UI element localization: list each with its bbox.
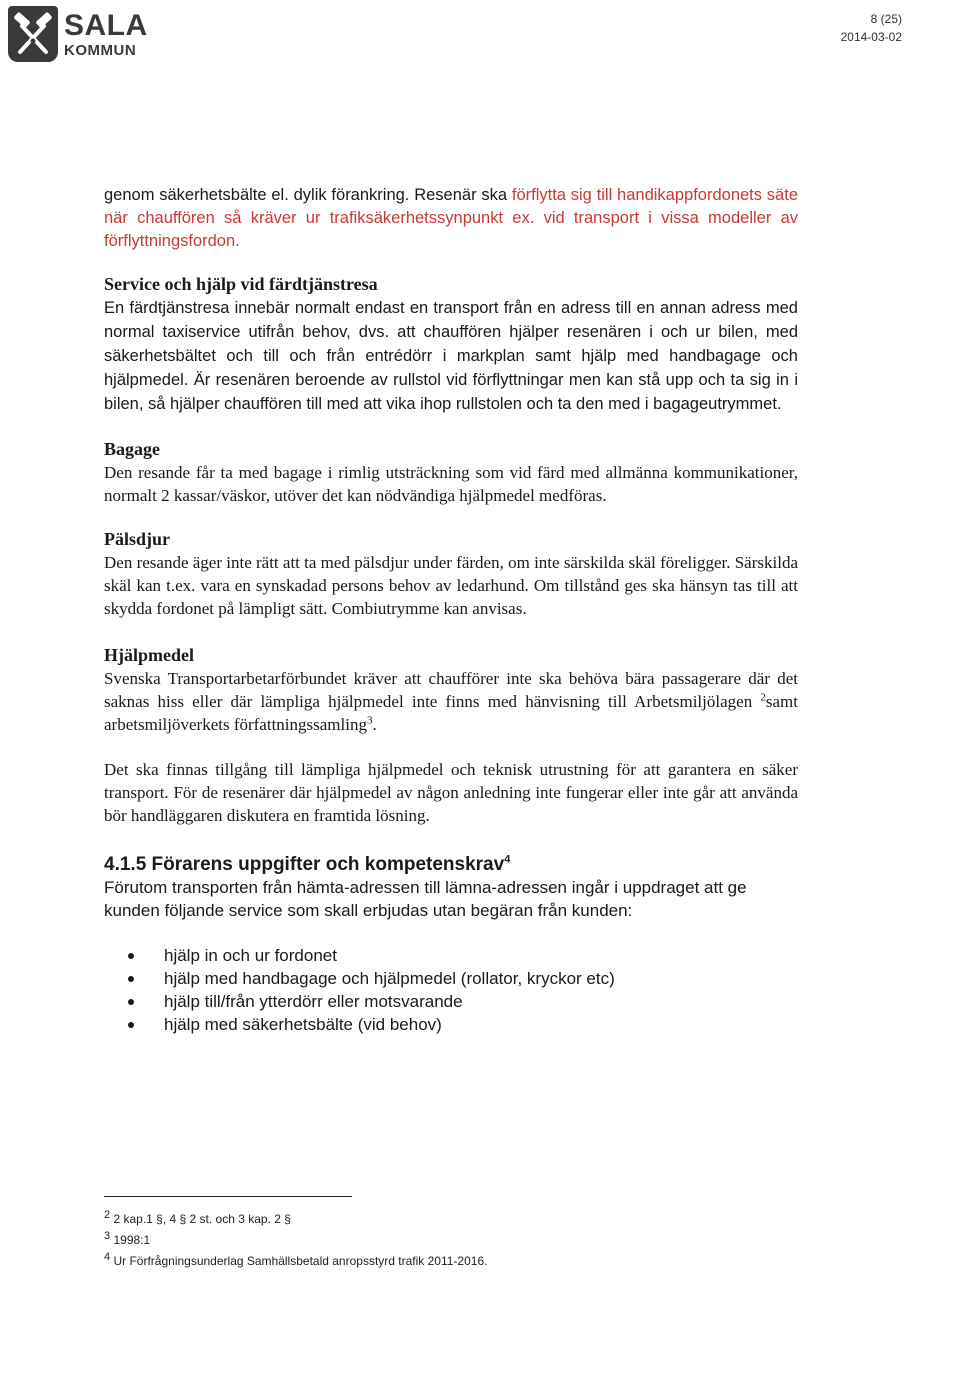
section-4-1-5-heading <box>104 853 798 876</box>
footnote-divider <box>104 1196 352 1197</box>
logo-emblem-icon <box>8 6 58 62</box>
footnote-number: 3 <box>104 1230 111 1242</box>
hjalpmedel-paragraph-1 <box>104 667 798 736</box>
list-item-text: hjälp in och ur fordonet <box>164 946 337 965</box>
footnotes <box>104 1196 487 1272</box>
page-info <box>841 10 902 46</box>
list-item-text: hjälp till/från ytterdörr eller motsvarande <box>164 992 463 1011</box>
hjalpmedel-paragraph-2: Det ska finnas tillgång till lämpliga hjälpmedel och teknisk utrustning för att garantera en säker transport. För de resenärer där hjälpmedel av någon anledning inte fungerar eller inte går att använda bör handläggaren diskutera en framtida lösning. <box>104 760 798 825</box>
heading-bagage: Bagage <box>104 439 160 459</box>
bullet-icon <box>128 953 134 959</box>
bullet-icon <box>128 1022 134 1028</box>
hjalpmedel-text-a: Svenska Transportarbetarförbundet kräver att chaufförer inte ska behöva bära passagerare där det saknas hiss eller där lämpliga hjälpmedel inte finns med hänvisning till Arbetsmiljölagen <box>104 669 798 711</box>
heading-service: Service och hjälp vid färdtjänstresa <box>104 274 378 294</box>
list-item <box>104 967 798 990</box>
list-item <box>104 944 798 967</box>
footnote-text: 2 kap.1 §, 4 § 2 st. och 3 kap. 2 § <box>113 1212 291 1226</box>
footnote-ref-3: 3 <box>366 714 373 727</box>
footnote-text: Ur Förfrågningsunderlag Samhällsbetald anropsstyrd trafik 2011-2016. <box>113 1254 488 1268</box>
palsdjur-paragraph: Den resande äger inte rätt att ta med pälsdjur under färden, om inte särskilda skäl föreligger. Särskilda skäl kan t.ex. vara en synskadad persons behov av ledarhund. Om tillstånd ges ska hänsyn tas till att skydda fordonet på lämpligt sätt. Combiutrymme kan anvisas. <box>104 553 798 618</box>
service-text-b: att chauffören hjälper resenären i och ur bilen, med säkerhetsbältet och till och från entrédörr i markplan samt hjälp med handbagage och hjälpmedel. Är resenären beroende av rullstol vid förflyttningar men kan stå upp och ta sig in i bilen, så hjälper chauffören till med att vika ihop rullstolen och ta den med i bagageutrymmet. <box>104 323 798 413</box>
sala-kommun-logo <box>8 6 148 62</box>
page-number: 8 (25) <box>870 12 902 26</box>
footnote-number: 4 <box>104 1251 111 1263</box>
heading-hjalpmedel: Hjälpmedel <box>104 645 194 665</box>
service-bullet-list <box>104 944 798 1036</box>
document-body <box>104 184 798 1036</box>
logo-name: SALA <box>64 8 148 42</box>
heading-palsdjur: Pälsdjur <box>104 529 171 549</box>
footnote-ref-2: 2 <box>760 691 766 704</box>
section-4-1-5-paragraph: Förutom transporten från hämta-adressen till lämna-adressen ingår i uppdraget att ge kunden följande service som skall erbjudas utan begäran från kunden: <box>104 878 747 920</box>
footnote-text: 1998:1 <box>113 1233 151 1247</box>
list-item-text: hjälp med säkerhetsbälte (vid behov) <box>164 1015 442 1034</box>
logo-subtitle: KOMMUN <box>64 41 137 59</box>
list-item-text: hjälp med handbagage och hjälpmedel (rollator, kryckor etc) <box>164 969 615 988</box>
bagage-paragraph: Den resande får ta med bagage i rimlig utsträckning som vid färd med allmänna kommunikationer, normalt 2 kassar/väskor, utöver det kan nödvändiga hjälpmedel medföras. <box>104 463 798 505</box>
list-item <box>104 990 798 1013</box>
footnote-3 <box>104 1230 487 1251</box>
bullet-icon <box>128 999 134 1005</box>
service-paragraph <box>104 296 798 416</box>
hjalpmedel-text-b: samt arbetsmiljöverkets författningssamling <box>104 692 798 734</box>
footnote-2 <box>104 1209 487 1230</box>
footnote-number: 2 <box>104 1209 111 1221</box>
section-4-1-5-title: 4.1.5 Förarens uppgifter och kompetenskrav <box>104 854 505 875</box>
bullet-icon <box>128 976 134 982</box>
footnote-4 <box>104 1251 487 1272</box>
intro-paragraph <box>104 184 798 253</box>
intro-text: genom säkerhetsbälte el. dylik förankring. Resenär ska <box>104 186 512 204</box>
hjalpmedel-text-c: . <box>372 715 377 734</box>
intro-highlighted-text: förflytta sig till handikappfordonets säte när chauffören så kräver ur trafiksäkerhetssynpunkt ex. vid transport i vissa modeller av förflyttningsfordon. <box>104 186 798 250</box>
list-item <box>104 1013 798 1036</box>
service-text-a: En färdtjänstresa innebär normalt endast en transport från en adress till en annan adress med normal taxiservice utifrån behov, dvs. <box>104 299 798 341</box>
document-date: 2014-03-02 <box>840 30 902 44</box>
footnote-ref-4: 4 <box>504 853 511 866</box>
